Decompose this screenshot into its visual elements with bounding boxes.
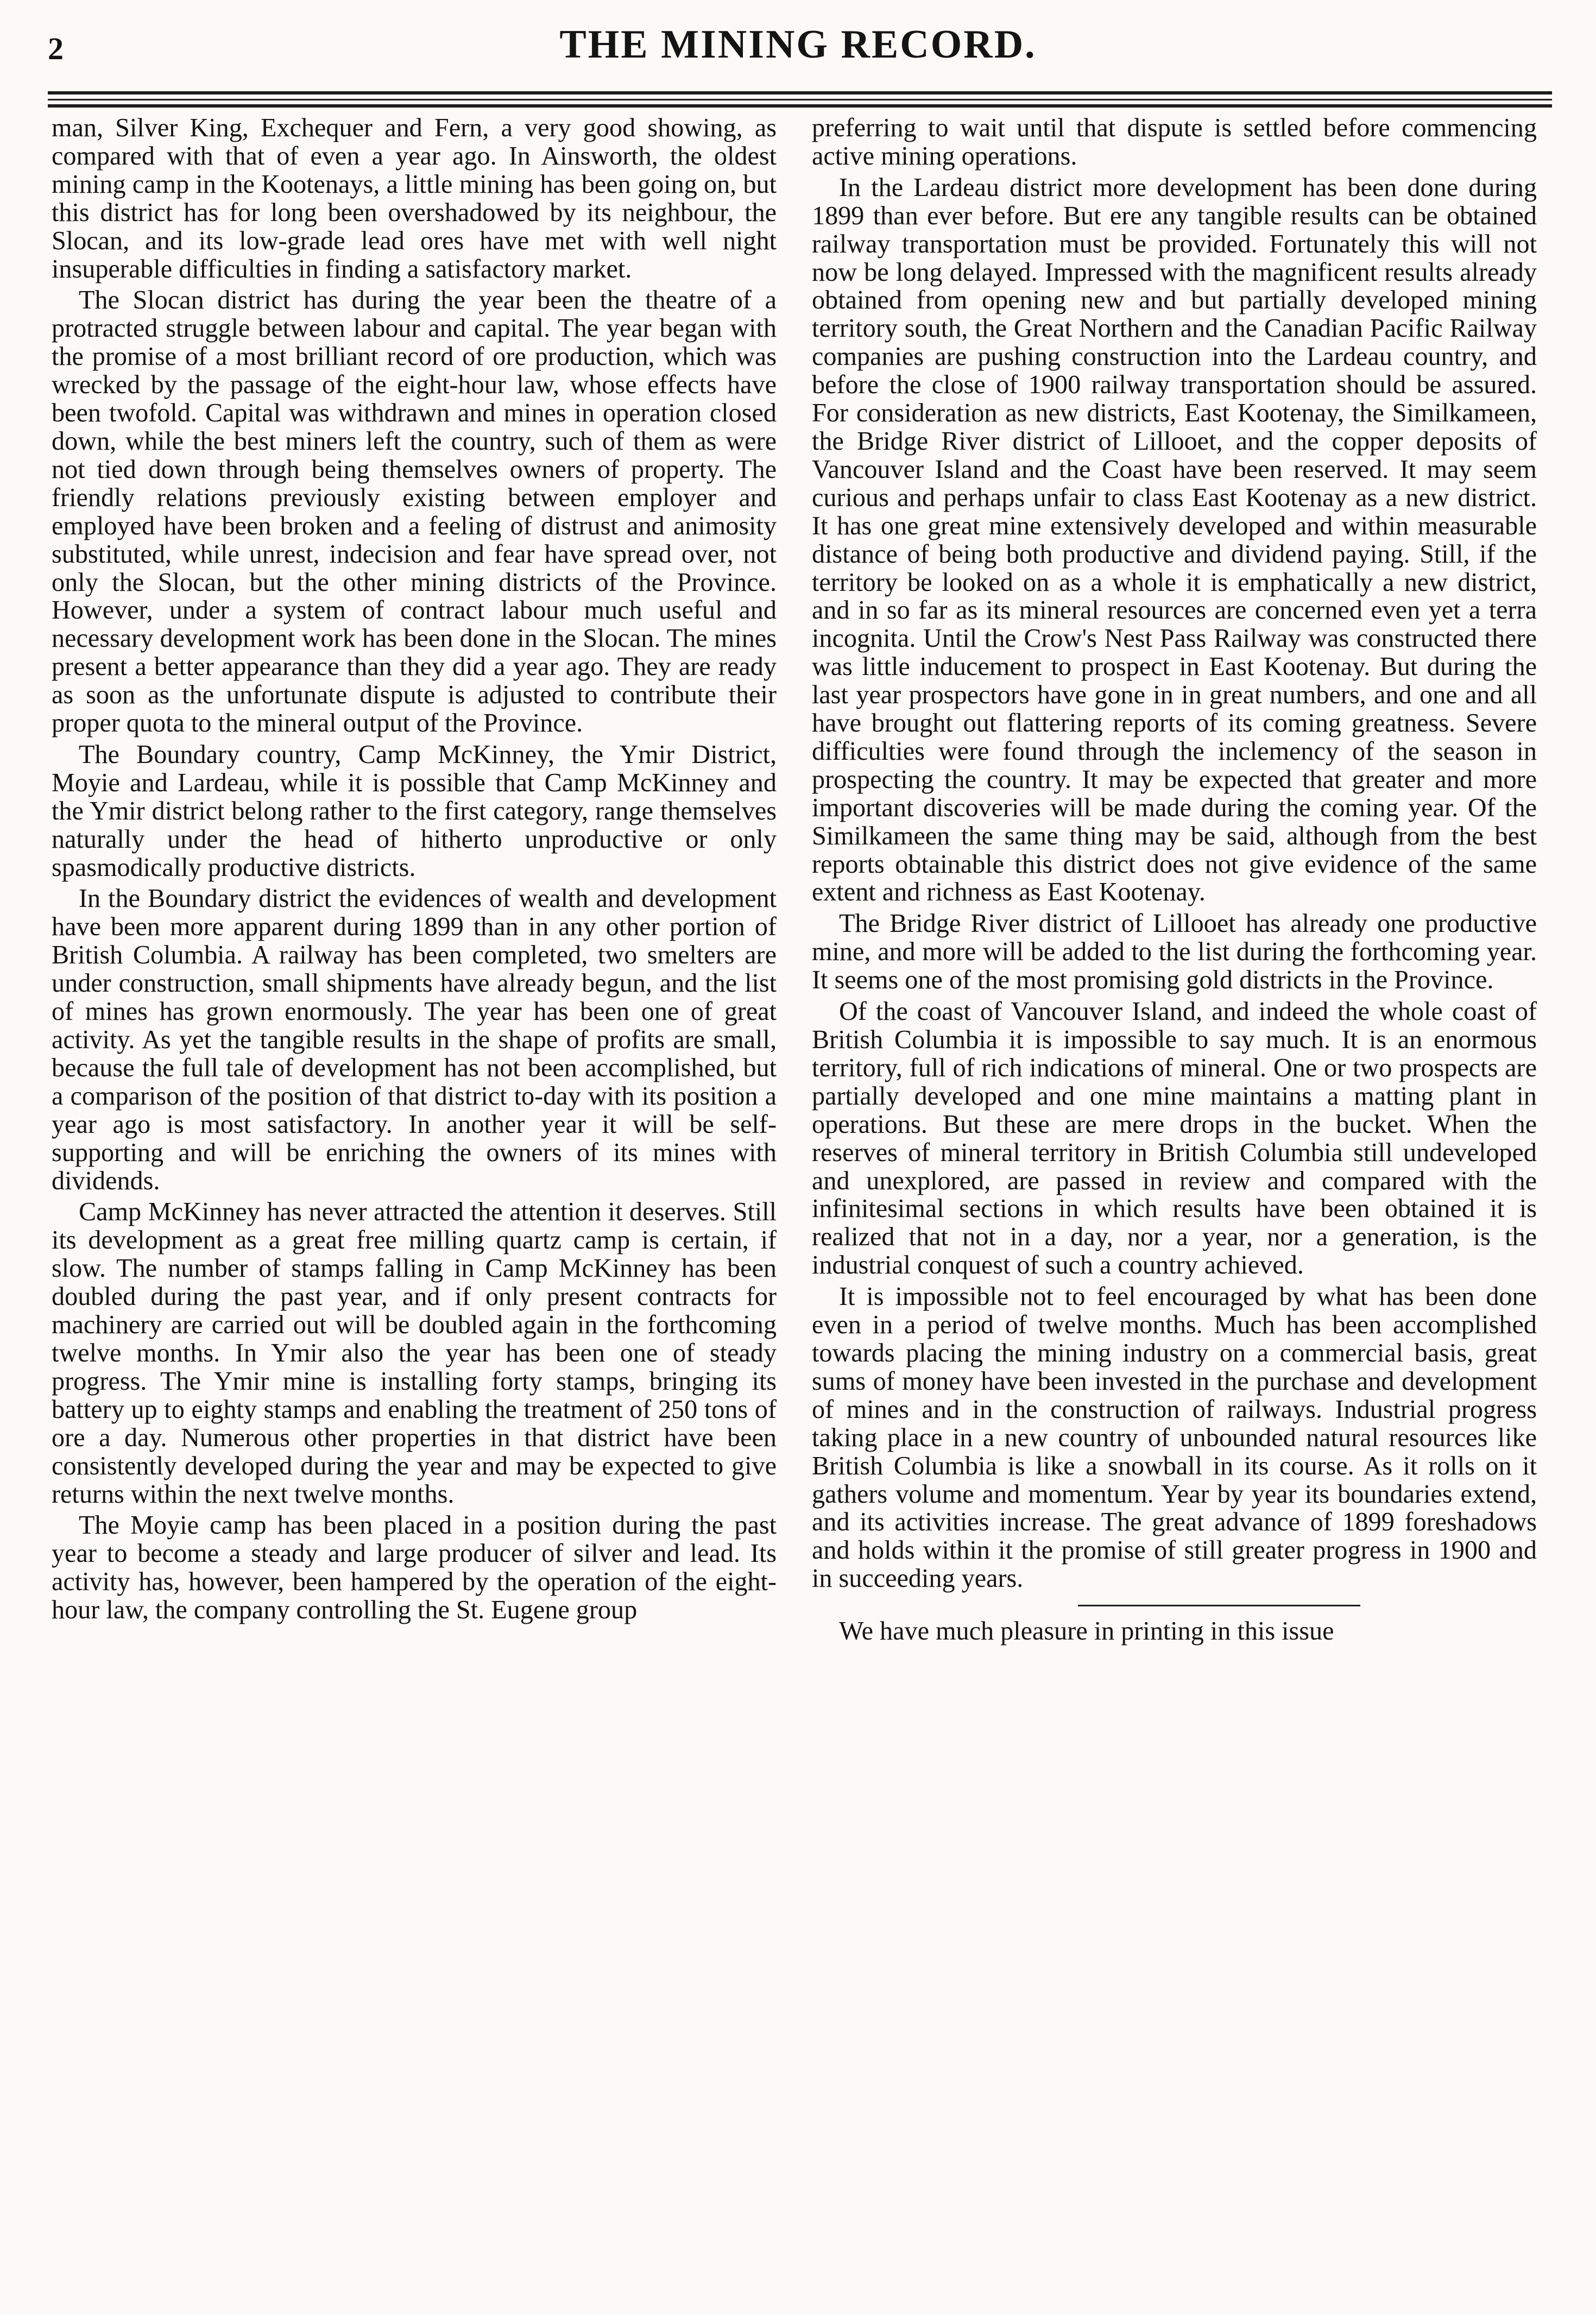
paragraph: preferring to wait until that dispute is settled before commencing active mining operations. <box>812 114 1537 171</box>
paragraph: Camp McKinney has never attracted the attention it deserves. Still its development as a great free milling quartz camp is certain, if slow. The number of stamps falling in Camp McKinney has been doubled during the past year, and if only present contracts for machinery are carried out will be doubled again in the forthcoming twelve months. In Ymir also the year has been one of steady progress. The Ymir mine is installing forty stamps, bringing its battery up to eighty stamps and enabling the treatment of 250 tons of ore a day. Numerous other properties in that district have been consistently developed during the year and may be expected to give returns within the next twelve months. <box>52 1197 777 1509</box>
section-divider <box>1078 1605 1360 1606</box>
right-column <box>812 114 1537 2265</box>
page-title: THE MINING RECORD. <box>559 22 1037 67</box>
left-column <box>52 114 777 2265</box>
page-number: 2 <box>48 31 64 66</box>
paragraph: In the Lardeau district more development has been done during 1899 than ever before. But ere any tangible results can be obtained railway transportation must be provided. Fortunately this will not now be long delayed. Impressed with the magnificent results already obtained from opening new and but partially developed mining territory south, the Great Northern and the Canadian Pacific Railway companies are pushing construction into the Lardeau country, and before the close of 1900 railway transportation should be assured. For consideration as new districts, East Kootenay, the Similkameen, the Bridge River district of Lillooet, and the copper deposits of Vancouver Island and the Coast have been reserved. It may seem curious and perhaps unfair to class East Kootenay as a new district. It has one great mine extensively developed and within measurable distance of being both productive and dividend paying. Still, if the territory be looked on as a whole it is emphatically a new district, and in so far as its mineral resources are concerned even yet a terra incognita. Until the Crow's Nest Pass Railway was constructed there was little inducement to prospect in East Kootenay. But during the last year prospectors have gone in in great numbers, and one and all have brought out flattering reports of its coming greatness. Severe difficulties were found through the inclemency of the season in prospecting the country. It may be expected that greater and more important discoveries will be made during the coming year. Of the Similkameen the same thing may be said, although from the best reports obtainable this district does not give evidence of the same extent and richness as East Kootenay. <box>812 173 1537 907</box>
page-header <box>0 22 1596 81</box>
paragraph: The Slocan district has during the year been the theatre of a protracted struggle between labour and capital. The year began with the promise of a most brilliant record of ore production, which was wrecked by the passage of the eight-hour law, whose effects have been twofold. Capital was withdrawn and mines in operation closed down, while the best miners left the country, such of them as were not tied down through being themselves owners of property. The friendly relations previously existing between employer and employed have been broken and a feeling of distrust and animosity substituted, while unrest, indecision and fear have spread over, not only the Slocan, but the other mining districts of the Province. However, under a system of contract labour much useful and necessary development work has been done in the Slocan. The mines present a better appearance than they did a year ago. They are ready as soon as the unfortunate dispute is adjusted to contribute their proper quota to the mineral output of the Province. <box>52 286 777 738</box>
header-rule <box>48 91 1552 94</box>
paragraph: man, Silver King, Exchequer and Fern, a very good showing, as compared with that of even a year ago. In Ainsworth, the oldest mining camp in the Kootenays, a little mining has been going on, but this district has for long been overshadowed by its neighbour, the Slocan, and its low-grade lead ores have met with well night insuperable difficulties in finding a satisfactory market. <box>52 114 777 283</box>
paragraph: Of the coast of Vancouver Island, and indeed the whole coast of British Columbia it is impossible to say much. It is an enormous territory, full of rich indications of mineral. One or two prospects are partially developed and one mine maintains a matting plant in operations. But these are mere drops in the bucket. When the reserves of mineral territory in British Columbia still undeveloped and unexplored, are passed in review and compared with the infinitesimal sections in which results have been obtained it is realized that not in a day, nor a year, nor a generation, is the industrial conquest of such a country achieved. <box>812 997 1537 1280</box>
paragraph: The Bridge River district of Lillooet has already one productive mine, and more will be added to the list during the forthcoming year. It seems one of the most promising gold districts in the Province. <box>812 909 1537 995</box>
paragraph: We have much pleasure in printing in this issue <box>839 1617 1334 1646</box>
header-rule <box>48 99 1552 100</box>
header-rule <box>48 104 1552 108</box>
paragraph: The Moyie camp has been placed in a position during the past year to become a steady and large producer of silver and lead. Its activity has, however, been hampered by the operation of the eight-hour law, the company controlling the St. Eugene group <box>52 1511 777 1625</box>
paragraph: In the Boundary district the evidences of wealth and development have been more apparent during 1899 than in any other portion of British Columbia. A railway has been completed, two smelters are under construction, small shipments have already begun, and the list of mines has grown enormously. The year has been one of great activity. As yet the tangible results in the shape of profits are small, because the full tale of development has not been accomplished, but a comparison of the position of that district to-day with its position a year ago is most satisfactory. In another year it will be self-supporting and will be enriching the owners of its mines with dividends. <box>52 884 777 1195</box>
paragraph: It is impossible not to feel encouraged by what has been done even in a period of twelve months. Much has been accomplished towards placing the mining industry on a commercial basis, great sums of money have been invested in the purchase and development of mines and in the construction of railways. Industrial progress taking place in a new country of unbounded natural resources like British Columbia is like a snowball in its course. As it rolls on it gathers volume and momentum. Year by year its boundaries extend, and its activities increase. The great advance of 1899 foreshadows and holds within it the promise of still greater progress in 1900 and in succeeding years. <box>812 1282 1537 1593</box>
paragraph: The Boundary country, Camp McKinney, the Ymir District, Moyie and Lardeau, while it is possible that Camp McKinney and the Ymir district belong rather to the first category, range themselves naturally under the head of hitherto unproductive or only spasmodically productive districts. <box>52 740 777 882</box>
